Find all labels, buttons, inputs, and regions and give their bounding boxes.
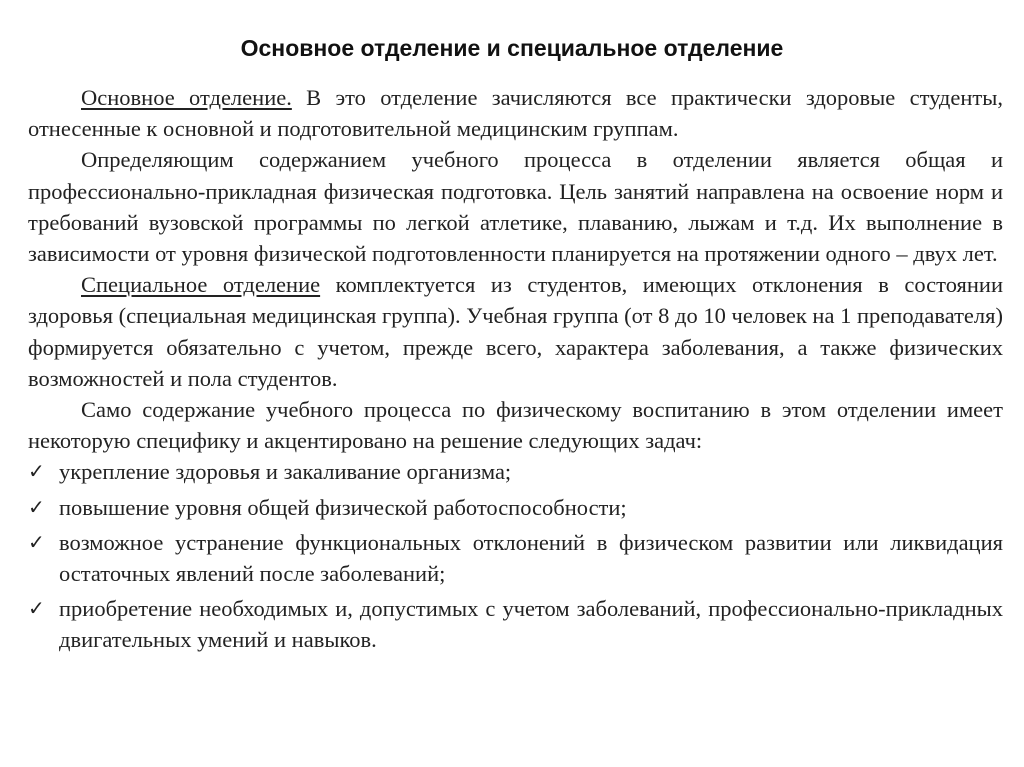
list-item	[28, 593, 1003, 655]
list-item	[28, 527, 1003, 589]
paragraph-special-department	[28, 269, 1003, 394]
paragraph-lead: Специальное отделение	[81, 272, 321, 298]
paragraph-text: Определяющим содержанием учебного процесса в отделении является общая и профессионально-прикладная физическая подготовка. Цель занятий направлена на освоение норм и требований вузовской программы по легкой атлетике, плаванию, лыжам и т.д. Их выполнение в зависимости от уровня физической подготовленности планируется на протяжении одного – двух лет.	[28, 147, 1003, 267]
check-mark-icon: ✓	[28, 596, 45, 621]
list-item-text: возможное устранение функциональных отклонений в физическом развитии или ликвидация остаточных явлений после заболеваний;	[59, 529, 1003, 587]
list-item-text: укрепление здоровья и закаливание организма;	[59, 459, 512, 485]
paragraph-lead: Основное отделение.	[81, 85, 292, 110]
check-mark-icon: ✓	[28, 494, 45, 519]
slide-title: Основное отделение и специальное отделение	[240, 35, 784, 61]
check-mark-icon: ✓	[28, 459, 45, 484]
paragraph-text: комплектуется из студентов, имеющих отклонения в состоянии здоровья (специальная медицинская группа). Учебная группа (от 8 до 10 человек на 1 преподавателя) формируется обязательно с учетом, прежде всего, характера заболевания, а также физических возможностей и пола студентов.	[28, 272, 1003, 391]
paragraph-tasks-intro	[28, 394, 1003, 456]
list-item	[28, 456, 1003, 487]
paragraph-process-content	[28, 144, 1003, 269]
paragraph-text: Само содержание учебного процесса по физическому воспитанию в этом отделении имеет некоторую специфику и акцентировано на решение следующих задач:	[28, 397, 1003, 454]
list-item-text: приобретение необходимых и, допустимых с учетом заболеваний, профессионально-прикладных двигательных умений и навыков.	[59, 596, 1003, 653]
task-list	[28, 456, 1003, 655]
list-item	[28, 492, 1003, 523]
paragraph-text: В это отделение зачисляются все практически здоровые студенты, отнесенные к основной и подготовительной медицинским группам.	[28, 85, 1003, 142]
slide-content	[28, 82, 1003, 660]
paragraph-main-department	[28, 82, 1003, 144]
list-item-text: повышение уровня общей физической работоспособности;	[59, 494, 627, 520]
check-mark-icon: ✓	[28, 529, 45, 554]
